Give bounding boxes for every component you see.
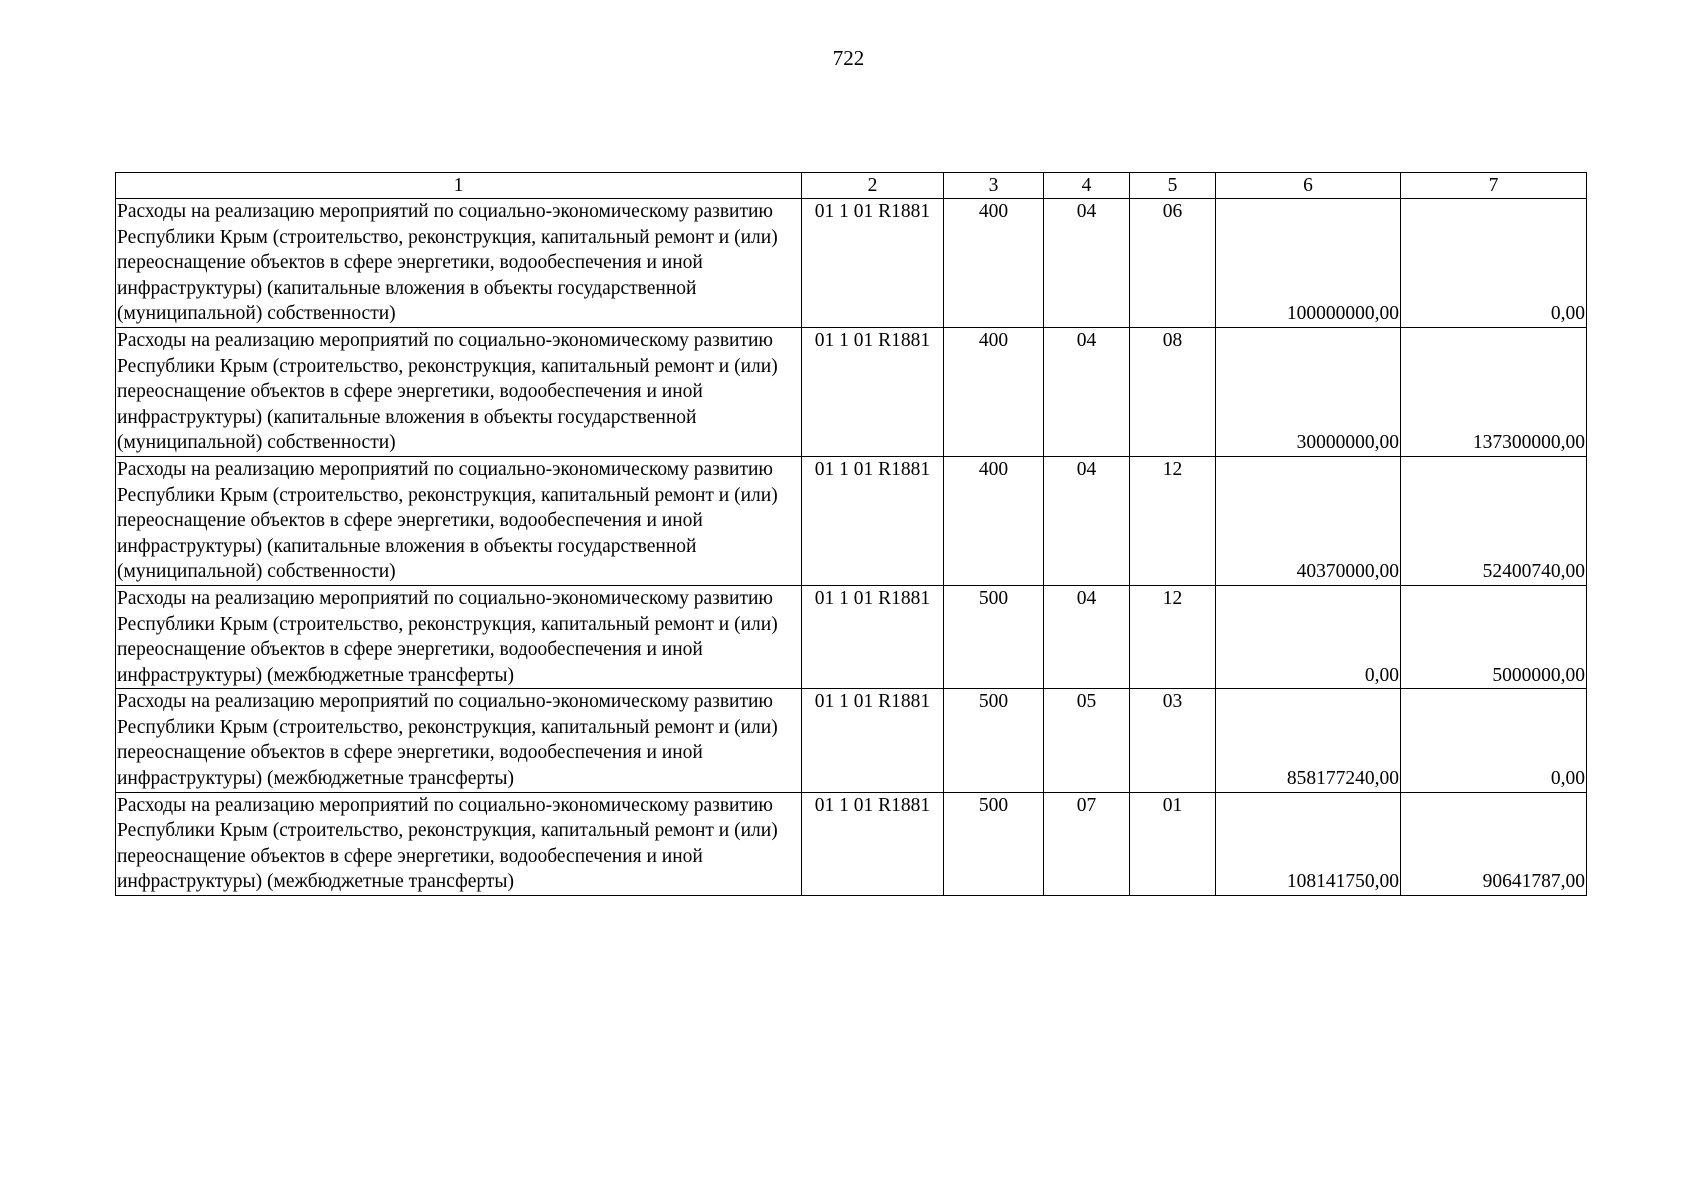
row-expense-type: 500 xyxy=(944,689,1044,792)
row-target-article: 01 1 01 R1881 xyxy=(802,199,944,328)
row-subsection: 12 xyxy=(1130,585,1216,688)
column-header-7: 7 xyxy=(1401,173,1587,199)
row-description: Расходы на реализацию мероприятий по социально-экономическому развитию Республики Крым (строительство, реконструкция, капитальный ремонт и (или) переоснащение объектов в сфере энергетики, водообеспечения и иной инфраструктуры) (межбюджетные трансферты) xyxy=(116,689,802,792)
row-target-article: 01 1 01 R1881 xyxy=(802,689,944,792)
row-amount-col7: 0,00 xyxy=(1401,689,1587,792)
row-expense-type: 400 xyxy=(944,327,1044,456)
table-row xyxy=(116,456,1587,585)
row-description: Расходы на реализацию мероприятий по социально-экономическому развитию Республики Крым (строительство, реконструкция, капитальный ремонт и (или) переоснащение объектов в сфере энергетики, водообеспечения и иной инфраструктуры) (капитальные вложения в объекты государственной (муниципальной) собственности) xyxy=(116,327,802,456)
row-amount-col7: 90641787,00 xyxy=(1401,792,1587,895)
table-row xyxy=(116,585,1587,688)
column-header-6: 6 xyxy=(1216,173,1401,199)
row-amount-col6: 100000000,00 xyxy=(1216,199,1401,328)
row-section: 04 xyxy=(1044,199,1130,328)
table-header-row xyxy=(116,173,1587,199)
row-amount-col6: 0,00 xyxy=(1216,585,1401,688)
budget-table xyxy=(115,172,1587,896)
row-section: 05 xyxy=(1044,689,1130,792)
row-amount-col7: 0,00 xyxy=(1401,199,1587,328)
table-row xyxy=(116,792,1587,895)
row-subsection: 12 xyxy=(1130,456,1216,585)
row-description: Расходы на реализацию мероприятий по социально-экономическому развитию Республики Крым (строительство, реконструкция, капитальный ремонт и (или) переоснащение объектов в сфере энергетики, водообеспечения и иной инфраструктуры) (межбюджетные трансферты) xyxy=(116,792,802,895)
row-target-article: 01 1 01 R1881 xyxy=(802,327,944,456)
row-expense-type: 500 xyxy=(944,585,1044,688)
column-header-4: 4 xyxy=(1044,173,1130,199)
row-subsection: 08 xyxy=(1130,327,1216,456)
row-amount-col6: 30000000,00 xyxy=(1216,327,1401,456)
row-subsection: 03 xyxy=(1130,689,1216,792)
row-section: 04 xyxy=(1044,456,1130,585)
row-target-article: 01 1 01 R1881 xyxy=(802,456,944,585)
table-row xyxy=(116,199,1587,328)
row-section: 04 xyxy=(1044,585,1130,688)
row-section: 04 xyxy=(1044,327,1130,456)
table-row xyxy=(116,327,1587,456)
row-amount-col7: 137300000,00 xyxy=(1401,327,1587,456)
row-target-article: 01 1 01 R1881 xyxy=(802,792,944,895)
row-description: Расходы на реализацию мероприятий по социально-экономическому развитию Республики Крым (строительство, реконструкция, капитальный ремонт и (или) переоснащение объектов в сфере энергетики, водообеспечения и иной инфраструктуры) (капитальные вложения в объекты государственной (муниципальной) собственности) xyxy=(116,199,802,328)
row-amount-col6: 108141750,00 xyxy=(1216,792,1401,895)
row-expense-type: 400 xyxy=(944,199,1044,328)
row-target-article: 01 1 01 R1881 xyxy=(802,585,944,688)
column-header-5: 5 xyxy=(1130,173,1216,199)
page-number: 722 xyxy=(832,46,865,70)
row-amount-col7: 52400740,00 xyxy=(1401,456,1587,585)
row-section: 07 xyxy=(1044,792,1130,895)
row-subsection: 06 xyxy=(1130,199,1216,328)
row-amount-col6: 858177240,00 xyxy=(1216,689,1401,792)
column-header-2: 2 xyxy=(802,173,944,199)
row-description: Расходы на реализацию мероприятий по социально-экономическому развитию Республики Крым (строительство, реконструкция, капитальный ремонт и (или) переоснащение объектов в сфере энергетики, водообеспечения и иной инфраструктуры) (межбюджетные трансферты) xyxy=(116,585,802,688)
column-header-1: 1 xyxy=(116,173,802,199)
row-amount-col6: 40370000,00 xyxy=(1216,456,1401,585)
column-header-3: 3 xyxy=(944,173,1044,199)
row-amount-col7: 5000000,00 xyxy=(1401,585,1587,688)
row-description: Расходы на реализацию мероприятий по социально-экономическому развитию Республики Крым (строительство, реконструкция, капитальный ремонт и (или) переоснащение объектов в сфере энергетики, водообеспечения и иной инфраструктуры) (капитальные вложения в объекты государственной (муниципальной) собственности) xyxy=(116,456,802,585)
table-row xyxy=(116,689,1587,792)
row-expense-type: 500 xyxy=(944,792,1044,895)
row-expense-type: 400 xyxy=(944,456,1044,585)
row-subsection: 01 xyxy=(1130,792,1216,895)
